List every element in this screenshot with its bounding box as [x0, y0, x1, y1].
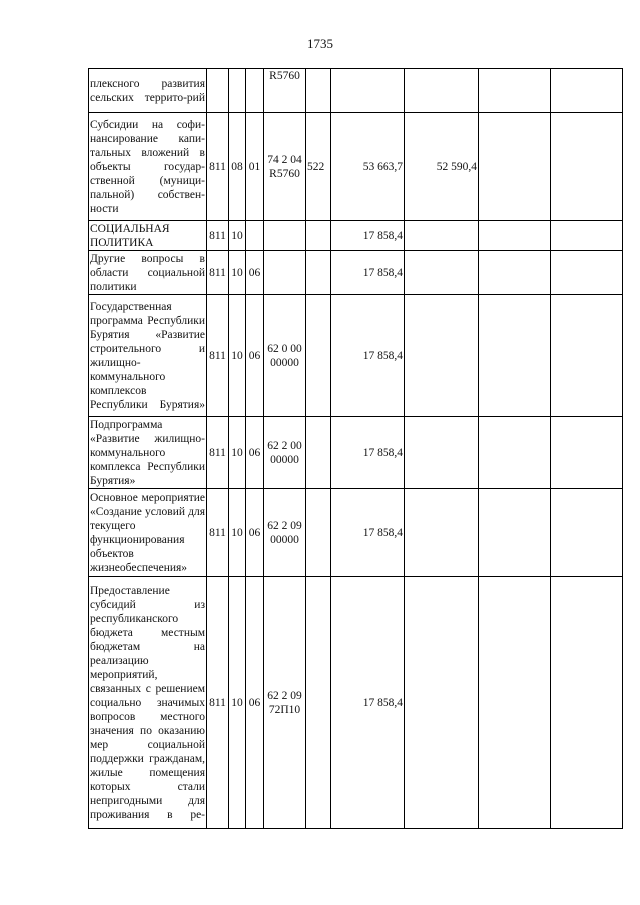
section-code: 10 — [229, 295, 246, 417]
empty-cell — [551, 295, 623, 417]
sum-1: 17 858,4 — [331, 417, 405, 489]
subsection-code: 01 — [246, 113, 264, 221]
ministry-code: 811 — [207, 251, 229, 295]
sum-2 — [405, 251, 479, 295]
target-code: 74 2 04 R5760 — [264, 113, 306, 221]
sum-2 — [405, 221, 479, 251]
kind-code — [306, 69, 331, 113]
empty-cell — [551, 221, 623, 251]
subsection-code: 06 — [246, 577, 264, 829]
row-name: Подпрограмма «Развитие жилищно-коммунального комплекса Республики Бурятия» — [90, 418, 205, 487]
table-row — [89, 417, 623, 489]
section-code — [229, 69, 246, 113]
ministry-code: 811 — [207, 113, 229, 221]
target-code: 62 2 09 00000 — [264, 489, 306, 577]
table-row — [89, 295, 623, 417]
ministry-code: 811 — [207, 417, 229, 489]
empty-cell — [479, 577, 551, 829]
sum-2 — [405, 295, 479, 417]
empty-cell — [551, 113, 623, 221]
row-name: Субсидии на софи-нансирование капи-тальных вложений в объекты государ-ственной (муници-пальной) собствен-ности — [89, 113, 207, 221]
kind-code — [306, 221, 331, 251]
subsection-code: 06 — [246, 489, 264, 577]
ministry-code: 811 — [207, 221, 229, 251]
budget-table — [88, 68, 623, 829]
section-code: 08 — [229, 113, 246, 221]
table-row — [89, 577, 623, 829]
empty-cell — [551, 69, 623, 113]
sum-1: 17 858,4 — [331, 221, 405, 251]
subsection-code: 06 — [246, 295, 264, 417]
sum-2 — [405, 417, 479, 489]
section-code: 10 — [229, 489, 246, 577]
section-code: 10 — [229, 417, 246, 489]
subsection-code: 06 — [246, 417, 264, 489]
kind-code — [306, 577, 331, 829]
empty-cell — [479, 251, 551, 295]
table-row — [89, 221, 623, 251]
target-code — [264, 251, 306, 295]
row-name: Другие вопросы в области социальной политики — [90, 252, 205, 293]
kind-code — [306, 295, 331, 417]
sum-1: 17 858,4 — [331, 489, 405, 577]
subsection-code — [246, 69, 264, 113]
target-code: 62 2 09 72П10 — [264, 577, 306, 829]
empty-cell — [551, 251, 623, 295]
empty-cell — [479, 295, 551, 417]
empty-cell — [551, 489, 623, 577]
kind-code — [306, 251, 331, 295]
table-row — [89, 113, 623, 221]
sum-1: 17 858,4 — [331, 251, 405, 295]
ministry-code — [207, 69, 229, 113]
target-code: 62 2 00 00000 — [264, 417, 306, 489]
page-number: 1735 — [307, 36, 333, 51]
table-row — [89, 69, 623, 113]
ministry-code: 811 — [207, 295, 229, 417]
subsection-code: 06 — [246, 251, 264, 295]
kind-code — [306, 489, 331, 577]
section-code: 10 — [229, 221, 246, 251]
empty-cell — [551, 577, 623, 829]
sum-2 — [405, 69, 479, 113]
empty-cell — [479, 417, 551, 489]
row-name: плексного развития сельских террито-рий — [89, 69, 207, 113]
target-code: R5760 — [264, 69, 306, 113]
table-row — [89, 489, 623, 577]
row-name: Основное мероприятие «Создание условий для текущего функционирования объектов жизнеобеспечения» — [89, 489, 207, 577]
table-row — [89, 251, 623, 295]
empty-cell — [479, 69, 551, 113]
sum-1: 17 858,4 — [331, 577, 405, 829]
sum-2 — [405, 489, 479, 577]
empty-cell — [479, 221, 551, 251]
row-name: Государственная программа Республики Бурятия «Развитие строительного и жилищно-коммунального комплексов Республики Бурятия» — [89, 295, 207, 417]
kind-code — [306, 417, 331, 489]
empty-cell — [551, 417, 623, 489]
sum-1 — [331, 69, 405, 113]
ministry-code: 811 — [207, 577, 229, 829]
row-name: Предоставление субсидий из республиканского бюджета местным бюджетам на реализацию мероприятий, связанных с решением социально значимых вопросов местного значения по оказанию мер социальной поддержки гражданам, жилые помещения которых стали непригодными для проживания в ре- — [89, 577, 207, 829]
sum-1: 53 663,7 — [331, 113, 405, 221]
sum-1: 17 858,4 — [331, 295, 405, 417]
section-code: 10 — [229, 251, 246, 295]
empty-cell — [479, 489, 551, 577]
kind-code: 522 — [306, 113, 331, 221]
target-code — [264, 221, 306, 251]
ministry-code: 811 — [207, 489, 229, 577]
sum-2 — [405, 577, 479, 829]
empty-cell — [479, 113, 551, 221]
target-code: 62 0 00 00000 — [264, 295, 306, 417]
row-name: СОЦИАЛЬНАЯ ПОЛИТИКА — [89, 221, 207, 251]
section-code: 10 — [229, 577, 246, 829]
subsection-code — [246, 221, 264, 251]
sum-2: 52 590,4 — [405, 113, 479, 221]
